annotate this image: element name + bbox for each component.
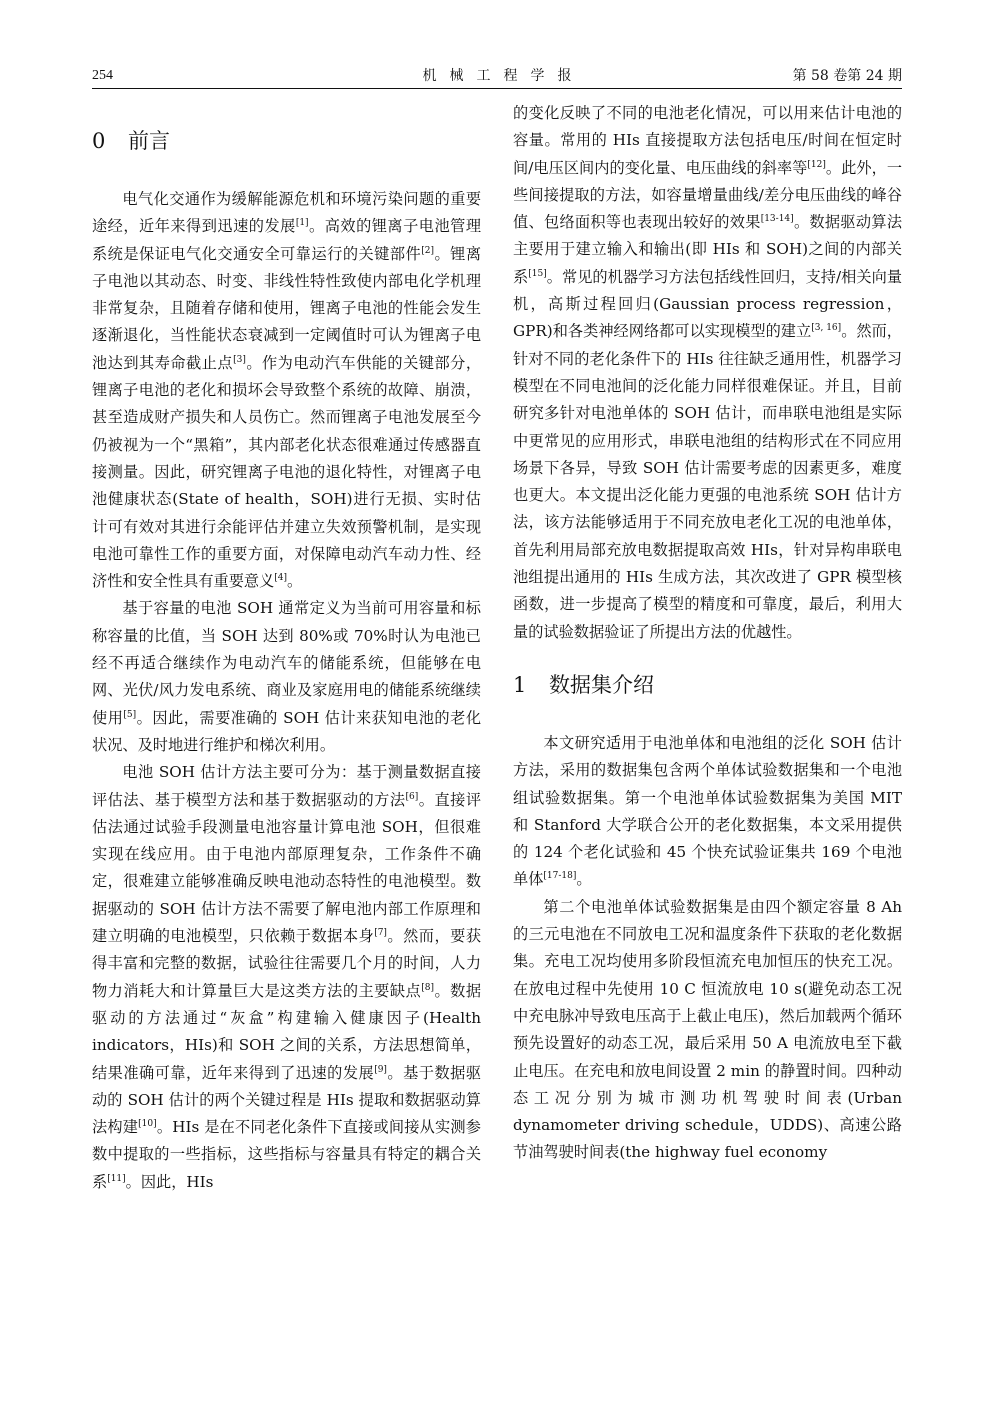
paragraph-text: 电气化交通作为缓解能源危机和环境污染问题的重要途经，近年来得到迅速的发展 (92, 190, 481, 236)
paragraph-text: 第二个电池单体试验数据集是由四个额定容量 8 Ah 的三元电池在不同放电工况和温度条件下获取的老化数据集。充电工况均使用多阶段恒流充电加恒压的快充工况。在放电过程中先使用 10 C 恒流放电 10 s(避免动态工况中充电脉冲导致电压高于上截止电压)，然后加载两个循环预先设置好的动态工况，最后采用 50 A 电流放电至下截止电压。在充电和放电间设置 2 min 的静置时间。四种动态工况分别为城市测功机驾驶时间表(Urban dynamometer driving schedule，UDDS)、高速公路节油驾驶时间表(the highway fuel economy (513, 897, 902, 1162)
paragraph (92, 186, 481, 595)
section-title: 数据集介绍 (549, 672, 654, 697)
paragraph-text: 。此外，一些间接提取的方法，如容量增量曲线/差分电压曲线的峰谷值、包络面积等也表现出较好的效果 (513, 158, 903, 232)
citation-ref: [4] (274, 573, 287, 584)
citation-ref: [3, 16] (811, 323, 842, 334)
citation-ref: [17-18] (543, 871, 577, 882)
paragraph-text: 。 (287, 572, 303, 591)
citation-ref: [11] (107, 1173, 126, 1184)
paragraph-text: 的变化反映了不同的电池老化情况，可以用来估计电池的容量。常用的 HIs 直接提取方法包括电压/时间在恒定时间/电压区间内的变化量、电压曲线的斜率等 (513, 104, 902, 177)
paragraph-text: 。基于数据驱动的 SOH 估计的两个关键过程是 HIs 提取和数据驱动算法构建 (92, 1063, 482, 1137)
paragraph-text: 。常见的机器学习方法包括线性回归，支持/相关向量机，高斯过程回归(Gaussian process regression，GPR)和各类神经网络都可以实现模型的建立 (513, 267, 903, 341)
paragraph-text: 。因此，需要准确的 SOH 估计来获知电池的老化状况、及时地进行维护和梯次利用。 (92, 708, 482, 754)
paragraph-text: 。锂离子电池以其动态、时变、非线性特性致使内部电化学机理非常复杂，且随着存储和使用，锂离子电池的性能会发生逐渐退化，当性能状态衰减到一定阈值时可认为锂离子电池达到其寿命截止点 (92, 244, 482, 372)
paragraph-text: 。高效的锂离子电池管理系统是保证电气化交通安全可靠运行的关键部件 (92, 217, 482, 263)
paragraph (92, 595, 481, 759)
journal-title: 机械工程学报 (422, 68, 585, 84)
citation-ref: [3] (233, 354, 246, 365)
paragraph (92, 759, 481, 1196)
paragraph-text: 。数据驱动的方法通过“灰盒”构建输入健康因子(Health indicators，HIs)和 SOH 之间的关系，方法思想简单，结果准确可靠，近年来得到了迅速的发展 (92, 981, 482, 1082)
paragraph-text: 。因此，HIs (125, 1172, 214, 1191)
paragraph-text: 。然而，要获得丰富和完整的数据，试验往往需要几个月的时间，人力物力消耗大和计算量巨大是这类方法的主要缺点 (92, 927, 482, 1000)
page-header (92, 64, 902, 89)
citation-ref: [5] (123, 709, 137, 720)
citation-ref: [2] (421, 245, 434, 256)
citation-ref: [1] (295, 218, 309, 229)
paragraph-text: 。数据驱动算法主要用于建立输入和输出(即 HIs 和 SOH)之间的内部关系 (513, 213, 903, 286)
paragraph-text: 。作为电动汽车供能的关键部分，锂离子电池的老化和损坏会导致整个系统的故障、崩溃，甚至造成财产损失和人员伤亡。然而锂离子电池发展至今仍被视为一个“黑箱”，其内部老化状态很难通过传感器直接测量。因此，研究锂离子电池的退化特性，对锂离子电池健康状态(State of health，SOH)进行无损、实时估计可有效对其进行余能评估并建立失效预警机制，是实现电池可靠性工作的重要方面，对保障电动汽车动力性、经济性和安全性具有重要意义 (92, 353, 482, 591)
paragraph-text: 电池 SOH 估计方法主要可分为：基于测量数据直接评估法、基于模型方法和基于数据驱动的方法 (92, 763, 481, 809)
section-heading-1 (513, 670, 902, 700)
section-number: 1 (513, 672, 527, 697)
citation-ref: [12] (807, 159, 826, 170)
page-number: 254 (92, 68, 113, 83)
citation-ref: [9] (374, 1064, 387, 1075)
right-column (513, 100, 902, 1167)
paragraph (513, 730, 902, 894)
paragraph (513, 100, 902, 646)
section-heading-0 (92, 126, 481, 156)
paragraph-text: 本文研究适用于电池单体和电池组的泛化 SOH 估计方法，采用的数据集包含两个单体试验数据集和一个电池组试验数据集。第一个电池单体试验数据集为美国 MIT 和 Stanford 大学联合公开的老化数据集，本文采用提供的 124 个老化试验和 45 个快充试验证集共 169 个电池单体 (513, 733, 902, 889)
paragraph-text: 。HIs 是在不同老化条件下直接或间接从实测参数中提取的一些指标，这些指标与容量具有特定的耦合关系 (92, 1118, 481, 1191)
volume-issue: 第 58 卷第 24 期 (792, 68, 902, 84)
paragraph-text: 。 (576, 870, 592, 889)
citation-ref: [13-14] (760, 214, 794, 225)
section-number: 0 (92, 129, 106, 153)
citation-ref: [10] (138, 1119, 157, 1130)
paragraph (513, 894, 902, 1167)
citation-ref: [15] (528, 268, 547, 279)
section-title: 前言 (128, 129, 170, 153)
paragraph-text: 。然而，针对不同的老化条件下的 HIs 往往缺乏通用性，机器学习模型在不同电池间的泛化能力同样很难保证。并且，目前研究多针对电池单体的 SOH 估计，而串联电池组是实际中更常见的应用形式，串联电池组的结构形式在不同应用场景下各异，导致 SOH 估计需要考虑的因素更多，难度也更大。本文提出泛化能力更强的电池系统 SOH 估计方法，该方法能够适用于不同充放电老化工况的电池单体，首先利用局部充放电数据提取高效 HIs，针对异构串联电池组提出通用的 HIs 生成方法，其次改进了 GPR 模型核函数，进一步提高了模型的精度和可靠度，最后，利用大量的试验数据验证了所提出方法的优越性。 (513, 322, 902, 641)
citation-ref: [8] (421, 982, 434, 993)
paragraph-text: 基于容量的电池 SOH 通常定义为当前可用容量和标称容量的比值，当 SOH 达到 80%或 70%时认为电池已经不再适合继续作为电动汽车的储能系统，但能够在电网、光伏/风力发电系统、商业及家庭用电的储能系统继续使用 (92, 599, 481, 727)
citation-ref: [6] (405, 791, 419, 802)
paragraph-text: 。直接评估法通过试验手段测量电池容量计算电池 SOH，但很难实现在线应用。由于电池内部原理复杂，工作条件不确定，很难建立能够准确反映电池动态特性的电池模型。数据驱动的 SOH 估计方法不需要了解电池内部工作原理和建立明确的电池模型，只依赖于数据本身 (92, 790, 482, 946)
left-column (92, 100, 481, 1196)
citation-ref: [7] (374, 927, 387, 938)
